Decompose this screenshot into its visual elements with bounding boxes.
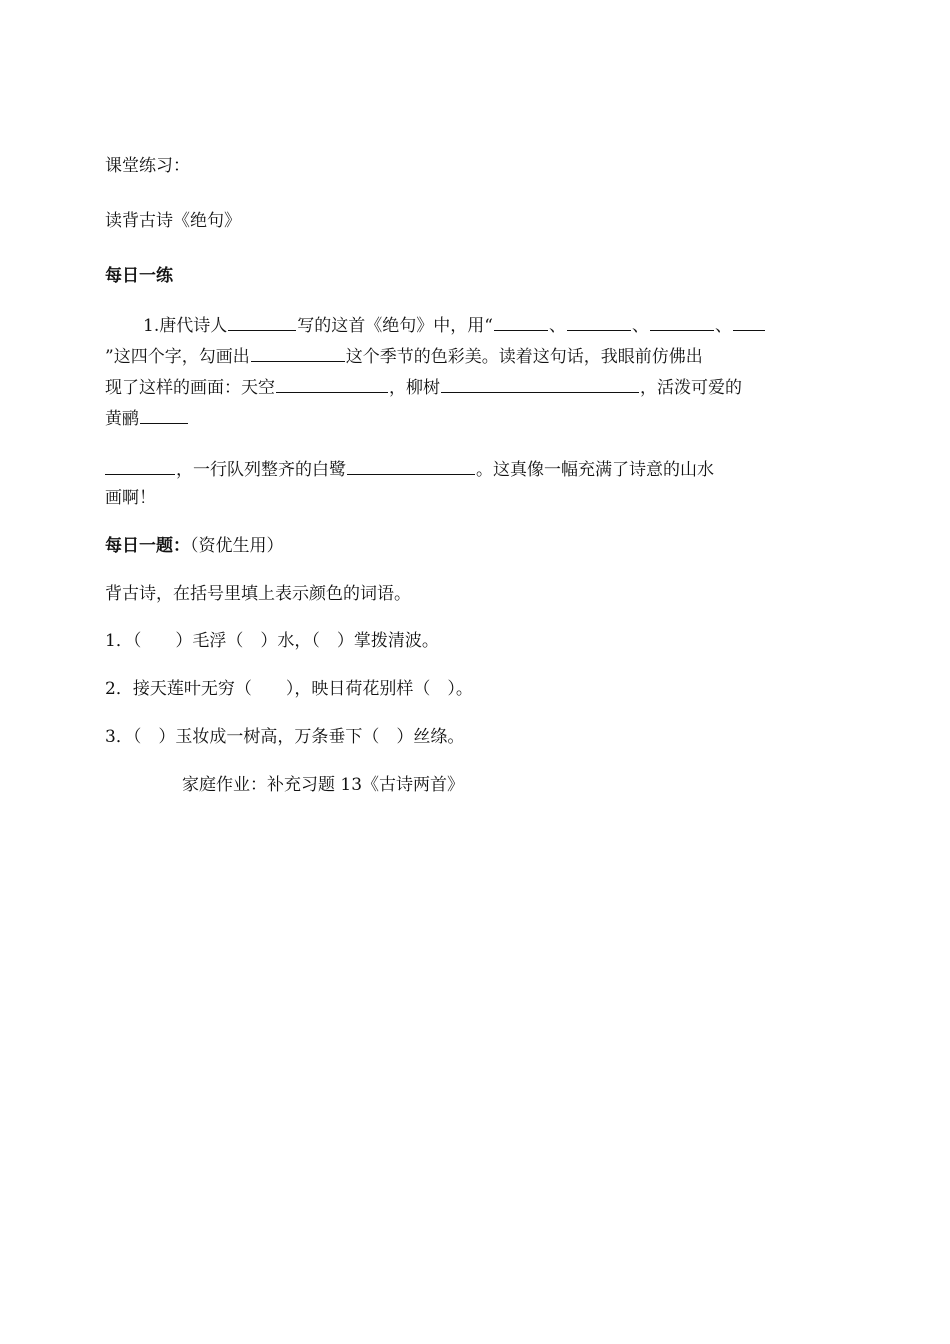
q1-text-6: ，活泼可爱的: [640, 378, 742, 398]
q1-line-5: [105, 456, 714, 481]
blank-oriole-cont[interactable]: [105, 456, 175, 475]
q1-line-4: [105, 405, 189, 430]
daily-question-instruction: 背古诗，在括号里填上表示颜色的词语。: [105, 584, 411, 604]
q1-text-8: ，一行队列整齐的白鹭: [176, 460, 346, 480]
q1-text-10: 画啊！: [105, 488, 156, 508]
blank-sky[interactable]: [276, 374, 388, 393]
list-item: 2．接天莲叶无穷（ ），映日荷花别样（ ）。: [105, 679, 473, 699]
q1-text-4: 现了这样的画面：天空: [105, 378, 275, 398]
q1-quote-end: ”这四个字，勾画出: [105, 347, 250, 367]
q1-line-3: [105, 374, 742, 399]
daily-question-note: （资优生用）: [190, 536, 284, 556]
q1-text-3: 这个季节的色彩美。读着这句话，我眼前仿佛出: [345, 347, 703, 367]
q1-text-5: ，柳树: [389, 378, 440, 398]
classroom-practice-heading: 课堂练习：: [105, 156, 190, 176]
q1-prefix: 1.唐代诗人: [143, 316, 228, 336]
q1-line-1: [143, 312, 766, 337]
blank-color-3[interactable]: [650, 312, 714, 331]
list-item: 1．（ ）毛浮（ ）水，（ ）掌拨清波。: [105, 631, 439, 651]
separator: 、: [631, 316, 649, 336]
daily-question-title: 每日一题：: [105, 536, 190, 556]
blank-willow[interactable]: [441, 374, 639, 393]
separator: 、: [548, 316, 566, 336]
recite-poem-task: 读背古诗《绝句》: [105, 211, 241, 231]
q1-text-7: 黄鹂: [105, 409, 139, 429]
blank-color-4[interactable]: [733, 312, 765, 331]
blank-egret[interactable]: [347, 456, 475, 475]
blank-color-2[interactable]: [567, 312, 631, 331]
daily-question-heading: [105, 535, 284, 557]
homework-text: 家庭作业：补充习题 13《古诗两首》: [182, 775, 465, 795]
q1-text-2: 写的这首《绝句》中，用“: [297, 316, 493, 336]
list-item: 3．（ ）玉妆成一树高，万条垂下（ ）丝绦。: [105, 727, 465, 747]
q1-text-9: 。这真像一幅充满了诗意的山水: [476, 460, 714, 480]
daily-practice-heading: 每日一练: [105, 266, 173, 286]
separator: 、: [714, 316, 732, 336]
blank-oriole[interactable]: [140, 405, 188, 424]
blank-season[interactable]: [251, 343, 345, 362]
q1-line-2: [105, 343, 703, 368]
blank-color-1[interactable]: [494, 312, 548, 331]
blank-poet[interactable]: [228, 312, 296, 331]
q1-line-6: [105, 487, 156, 509]
